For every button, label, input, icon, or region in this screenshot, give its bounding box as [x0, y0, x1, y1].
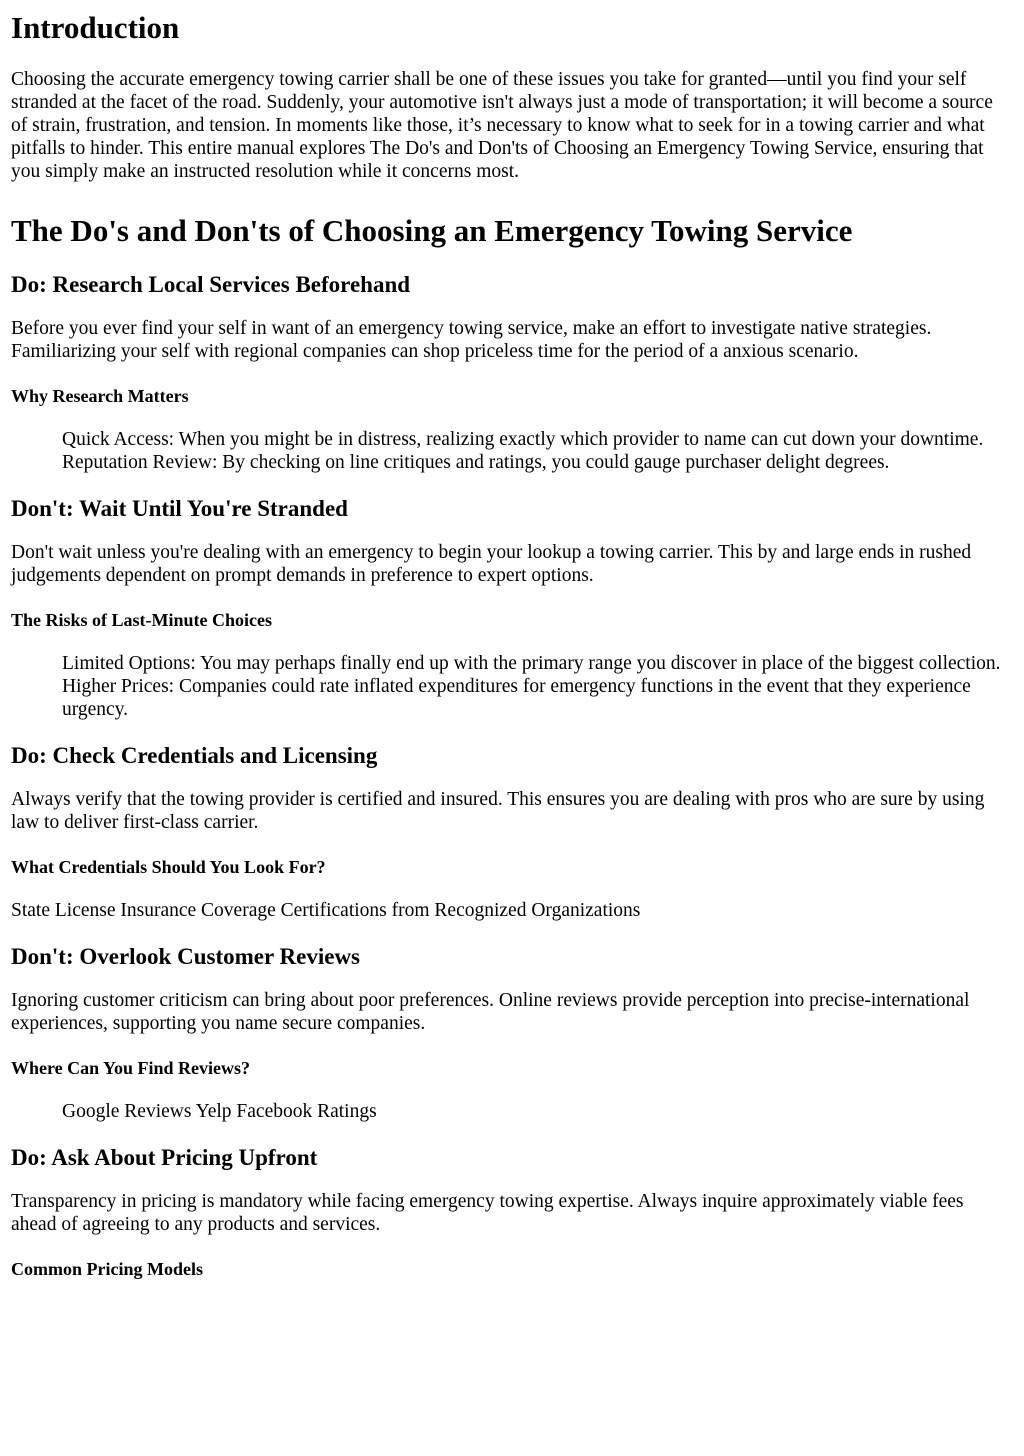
section-heading-research: Do: Research Local Services Beforehand — [11, 272, 411, 297]
subheading-why-research: Why Research Matters — [11, 386, 189, 406]
subheading-pricing: Common Pricing Models — [11, 1259, 203, 1279]
quote-reviews: Google Reviews Yelp Facebook Ratings — [62, 1101, 377, 1122]
quote-why-research: Quick Access: When you might be in distress, realizing exactly which provider to name can cut down your downtime. Reputation Review: By checking on line critiques and ratings, you could gauge purchaser delight degrees. — [62, 429, 984, 473]
section-heading-pricing: Do: Ask About Pricing Upfront — [11, 1145, 318, 1170]
main-heading: The Do's and Don'ts of Choosing an Emergency Towing Service — [11, 213, 853, 248]
intro-paragraph: Choosing the accurate emergency towing carrier shall be one of these issues you take for granted—until you find your self stranded at the facet of the road. Suddenly, your automotive isn't always just a mode of transportation; it will become a source of strain, frustration, and tension. In moments like those, it’s necessary to know what to seek for in a towing carrier and what pitfalls to hinder. This entire manual explores The Do's and Don'ts of Choosing an Emergency Towing Service, ensuring that you simply make an instructed resolution while it concerns most. — [11, 69, 993, 182]
quote-risks: Limited Options: You may perhaps finally end up with the primary range you discover in place of the biggest collection. Higher Prices: Companies could rate inflated expenditures for emergency functions in the event that they experience urgency. — [62, 653, 1001, 720]
section-paragraph-research: Before you ever find your self in want of an emergency towing service, make an effort to investigate native strategies. Familiarizing your self with regional companies can shop priceless time for the period of a anxious scenario. — [11, 318, 932, 362]
section-paragraph-wait: Don't wait unless you're dealing with an emergency to begin your lookup a towing carrier. This by and large ends in rushed judgements dependent on prompt demands in preference to expert options. — [11, 542, 972, 586]
section-heading-credentials: Do: Check Credentials and Licensing — [11, 743, 378, 768]
subheading-reviews: Where Can You Find Reviews? — [11, 1058, 251, 1078]
section-paragraph-reviews: Ignoring customer criticism can bring about poor preferences. Online reviews provide perception into precise-international experiences, supporting you name secure companies. — [11, 990, 970, 1034]
section-heading-reviews: Don't: Overlook Customer Reviews — [11, 944, 360, 969]
intro-heading: Introduction — [11, 10, 180, 45]
credentials-list-text: State License Insurance Coverage Certifications from Recognized Organizations — [11, 900, 641, 921]
section-heading-wait: Don't: Wait Until You're Stranded — [11, 496, 348, 521]
section-paragraph-credentials: Always verify that the towing provider is certified and insured. This ensures you are dealing with pros who are sure by using law to deliver first-class carrier. — [11, 789, 985, 833]
section-paragraph-pricing: Transparency in pricing is mandatory while facing emergency towing expertise. Always inquire approximately viable fees ahead of agreeing to any products and services. — [11, 1191, 964, 1235]
article-page — [0, 10, 1024, 1280]
subheading-credentials: What Credentials Should You Look For? — [11, 857, 326, 877]
subheading-risks: The Risks of Last-Minute Choices — [11, 610, 273, 630]
